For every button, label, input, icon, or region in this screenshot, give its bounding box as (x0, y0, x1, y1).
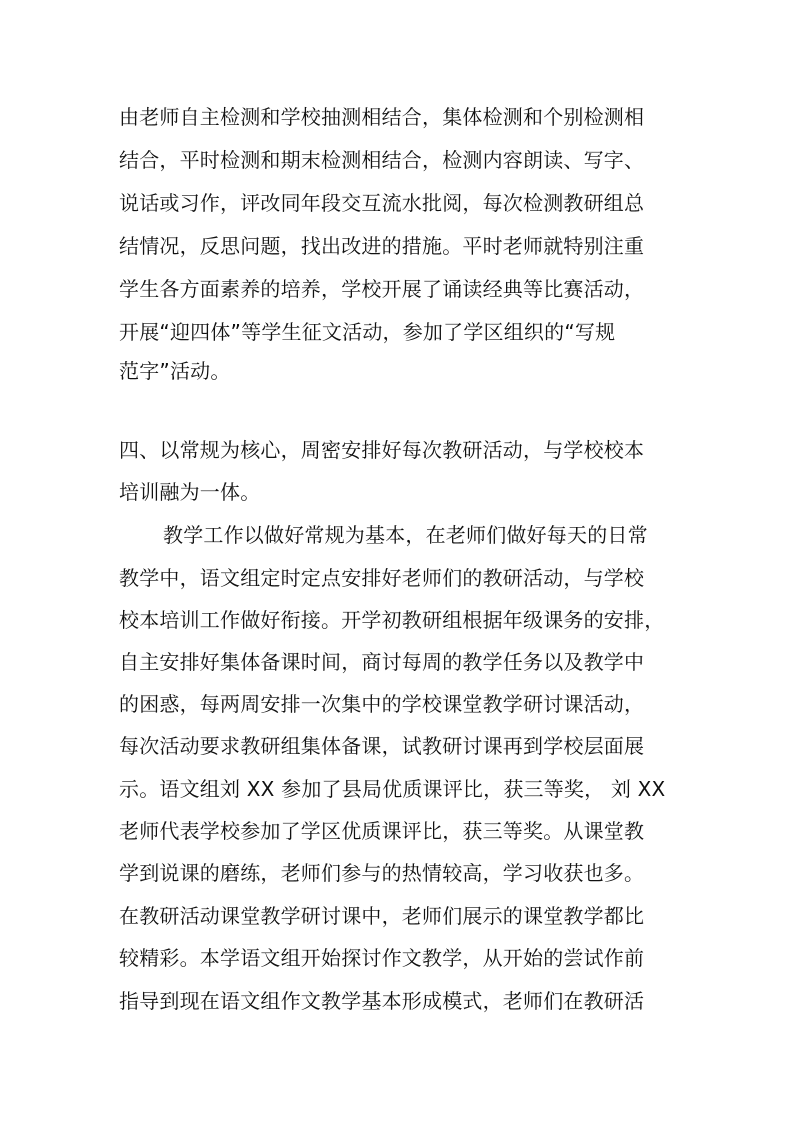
paragraph-line: 由老师自主检测和学校抽测相结合，集体检测和个别检测相 (119, 105, 645, 129)
paragraph-line: 较精彩。本学语文组开始探讨作文教学，从开始的尝试作前 (119, 946, 645, 970)
paragraph-line: 示。语文组刘 XX 参加了县局优质课评比，获三等奖， 刘 XX (119, 777, 666, 801)
paragraph-line: 老师代表学校参加了学区优质课评比，获三等奖。从课堂教 (119, 819, 645, 843)
paragraph-line: 教学工作以做好常规为基本，在老师们做好每天的日常 (163, 523, 648, 547)
paragraph-line: 在教研活动课堂教学研讨课中，老师们展示的课堂教学都比 (119, 904, 645, 928)
section-heading-line: 培训融为一体。 (119, 480, 261, 504)
paragraph-line: 校本培训工作做好衔接。开学初教研组根据年级课务的安排， (119, 608, 665, 632)
paragraph-line: 结合，平时检测和期末检测相结合，检测内容朗读、写字、 (119, 148, 645, 172)
paragraph-line: 教学中，语文组定时定点安排好老师们的教研活动，与学校 (119, 566, 645, 590)
paragraph-line: 范字”活动。 (119, 359, 231, 383)
paragraph-line: 学到说课的磨练，老师们参与的热情较高，学习收获也多。 (119, 861, 645, 885)
paragraph-line: 指导到现在语文组作文教学基本形成模式，老师们在教研活 (119, 989, 645, 1013)
paragraph-line: 开展“迎四体”等学生征文活动，参加了学区组织的“写规 (119, 320, 616, 344)
paragraph-line: 说话或习作，评改同年段交互流水批阅，每次检测教研组总 (119, 191, 645, 215)
paragraph-line: 每次活动要求教研组集体备课，试教研讨课再到学校层面展 (119, 734, 645, 758)
paragraph-line: 的困惑，每两周安排一次集中的学校课堂教学研讨课活动， (119, 692, 645, 716)
paragraph-line: 结情况，反思问题，找出改进的措施。平时老师就特别注重 (119, 234, 645, 258)
section-heading-line: 四、以常规为核心，周密安排好每次教研活动，与学校校本 (119, 438, 645, 462)
paragraph-line: 自主安排好集体备课时间，商讨每周的教学任务以及教学中 (119, 650, 645, 674)
paragraph-line: 学生各方面素养的培养，学校开展了诵读经典等比赛活动， (119, 277, 645, 301)
